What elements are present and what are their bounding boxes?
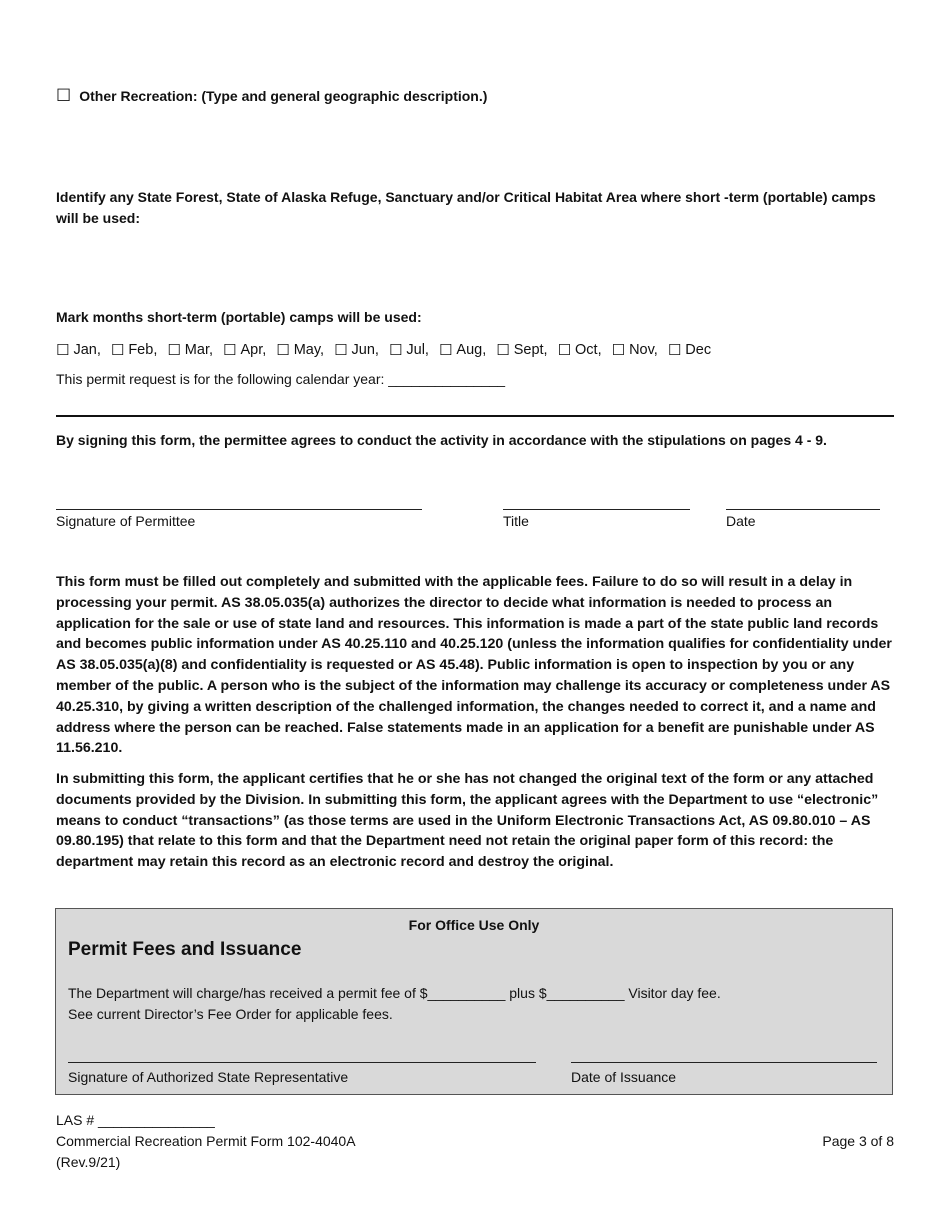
month-oct[interactable] bbox=[558, 341, 602, 359]
month-feb-label: Feb, bbox=[128, 342, 158, 358]
calendar-year-field[interactable]: This permit request is for the following calendar year: _______________ bbox=[56, 371, 506, 387]
form-name: Commercial Recreation Permit Form 102-4040A bbox=[56, 1133, 356, 1149]
months-heading: Mark months short-term (portable) camps will be used: bbox=[56, 309, 422, 325]
month-jul[interactable] bbox=[389, 341, 429, 359]
date-line[interactable] bbox=[726, 509, 880, 510]
month-apr-label: Apr, bbox=[240, 342, 267, 358]
month-jan[interactable] bbox=[56, 341, 101, 359]
month-sept[interactable] bbox=[496, 341, 547, 359]
notice-paragraph-1: This form must be filled out completely and submitted with the applicable fees. Failure to do so will result in a delay in processing your permit. AS 38.05.035(a) authorizes the director to decide what information is needed to process an application for the sale or use of state land and resources. This information is made a part of the state public land records and becomes public information under AS 40.25.110 and 40.25.120 (unless the information qualifies for confidentiality under AS 38.05.035(a)(8) and confidentiality is requested or AS 45.48). Public information is open to inspection by you or any member of the public. A person who is the subject of the information may challenge its accuracy or completeness under AS 40.25.310, by giving a written description of the challenged information, the changes needed to correct it, and a name and address where the person can be reached. False statements made in an application for a benefit are punishable under AS 11.56.210. bbox=[56, 574, 892, 757]
months-checkbox-row bbox=[56, 341, 711, 359]
title-line[interactable] bbox=[503, 509, 690, 510]
page-number: Page 3 of 8 bbox=[822, 1133, 894, 1149]
other-recreation-checkbox[interactable]: ☐ bbox=[56, 86, 72, 105]
month-may[interactable] bbox=[276, 341, 324, 359]
title-label: Title bbox=[503, 513, 529, 529]
agreement-text: By signing this form, the permittee agrees to conduct the activity in accordance with the stipulations on pages 4 - 9. bbox=[56, 432, 827, 448]
month-jul-checkbox[interactable]: ☐ bbox=[388, 342, 403, 359]
month-aug-checkbox[interactable]: ☐ bbox=[438, 342, 453, 359]
month-mar[interactable] bbox=[167, 341, 213, 359]
issuance-date-line[interactable] bbox=[571, 1062, 877, 1063]
signature-label: Signature of Permittee bbox=[56, 513, 196, 529]
month-nov[interactable] bbox=[612, 341, 658, 359]
month-oct-checkbox[interactable]: ☐ bbox=[557, 342, 572, 359]
month-nov-label: Nov, bbox=[629, 342, 658, 358]
month-apr[interactable] bbox=[223, 341, 266, 359]
fee-note: See current Director’s Fee Order for applicable fees. bbox=[68, 1006, 393, 1022]
month-jan-checkbox[interactable]: ☐ bbox=[56, 342, 70, 359]
permit-fees-title: Permit Fees and Issuance bbox=[68, 939, 302, 960]
issuance-label: Date of Issuance bbox=[571, 1069, 677, 1085]
month-dec[interactable] bbox=[668, 341, 711, 359]
form-revision: (Rev.9/21) bbox=[56, 1154, 121, 1170]
month-feb-checkbox[interactable]: ☐ bbox=[110, 342, 125, 359]
month-sept-checkbox[interactable]: ☐ bbox=[496, 342, 510, 359]
month-may-label: May, bbox=[293, 342, 325, 358]
month-jul-label: Jul, bbox=[406, 342, 429, 358]
month-apr-checkbox[interactable]: ☐ bbox=[223, 342, 237, 359]
notice-paragraph-2: In submitting this form, the applicant certifies that he or she has not changed the original text of the form or any attached documents provided by the Division. In submitting this form, the applicant agrees with the Department to use “electronic” means to conduct “transactions” (as those terms are used in the Uniform Electronic Transactions Act, AS 09.80.010 – AS 09.80.195) that relate to this form and that the Department need not retain the original paper form of this record: the department may retain this record as an electronic record and destroy the original. bbox=[56, 771, 879, 871]
month-jan-label: Jan, bbox=[73, 342, 101, 358]
month-oct-label: Oct, bbox=[575, 342, 602, 358]
section-divider bbox=[56, 415, 894, 417]
month-dec-checkbox[interactable]: ☐ bbox=[667, 342, 682, 359]
month-nov-checkbox[interactable]: ☐ bbox=[611, 342, 626, 359]
month-feb[interactable] bbox=[111, 341, 157, 359]
month-aug[interactable] bbox=[439, 341, 486, 359]
month-mar-label: Mar, bbox=[184, 342, 213, 358]
month-jun-label: Jun, bbox=[351, 342, 379, 358]
state-rep-label: Signature of Authorized State Representative bbox=[68, 1069, 349, 1085]
las-number: LAS # _______________ bbox=[56, 1112, 215, 1128]
other-recreation-row bbox=[56, 86, 487, 106]
month-aug-label: Aug, bbox=[456, 342, 487, 358]
other-recreation-label: Other Recreation: (Type and general geographic description.) bbox=[79, 88, 488, 104]
month-may-checkbox[interactable]: ☐ bbox=[276, 342, 290, 359]
office-use-label: For Office Use Only bbox=[408, 917, 540, 933]
office-use-box bbox=[55, 908, 893, 1095]
state-rep-signature-line[interactable] bbox=[68, 1062, 536, 1063]
month-jun[interactable] bbox=[334, 341, 379, 359]
identify-areas-text: Identify any State Forest, State of Alaska Refuge, Sanctuary and/or Critical Habitat Area where short -term (portable) camps will be used: bbox=[56, 189, 876, 226]
date-label: Date bbox=[726, 513, 756, 529]
signature-line[interactable] bbox=[56, 509, 422, 510]
month-dec-label: Dec bbox=[685, 342, 712, 358]
month-sept-label: Sept, bbox=[513, 342, 548, 358]
month-mar-checkbox[interactable]: ☐ bbox=[167, 342, 181, 359]
month-jun-checkbox[interactable]: ☐ bbox=[334, 342, 348, 359]
fee-line[interactable]: The Department will charge/has received a permit fee of $__________ plus $__________ Visitor day fee. bbox=[68, 985, 721, 1001]
